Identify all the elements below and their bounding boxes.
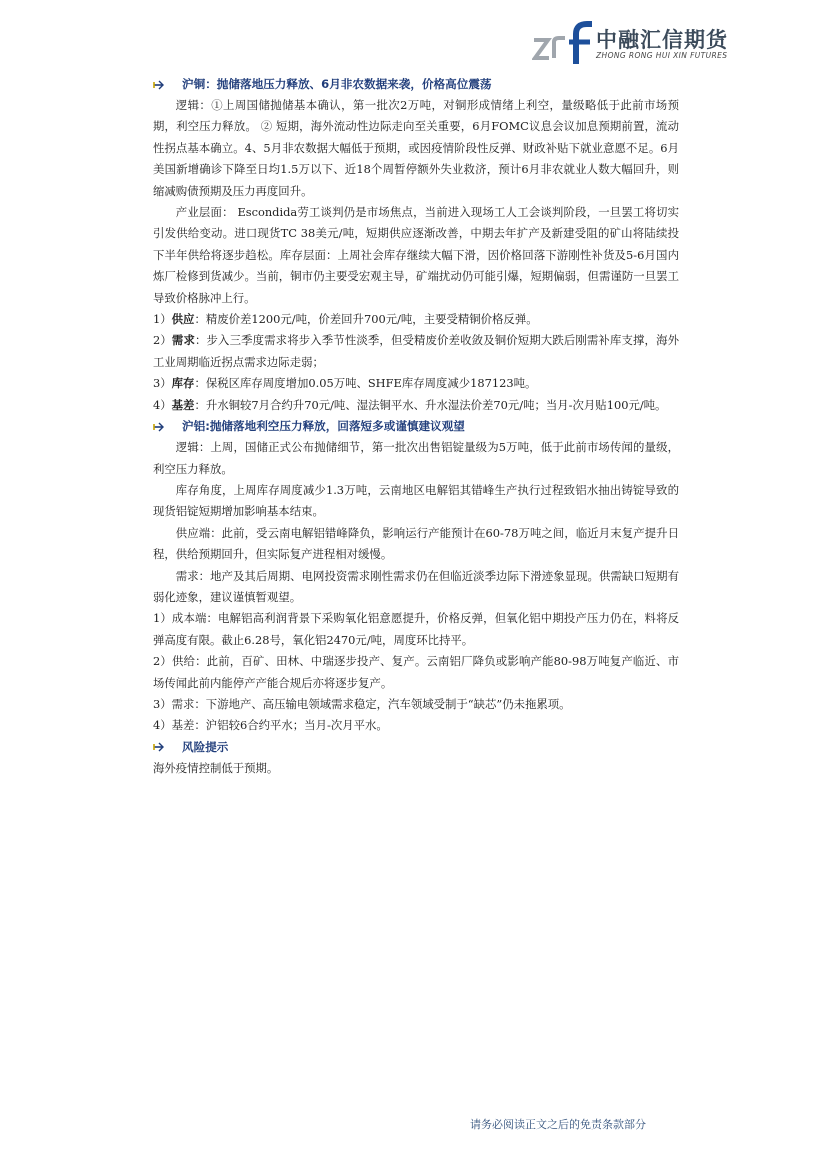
item-text: ：保税区库存周度增加0.05万吨、SHFE库存周度减少187123吨。 <box>194 376 537 391</box>
aluminum-supply-paragraph: 供应端：此前，受云南电解铝错峰降负，影响运行产能预计在60-78万吨之间，临近月末复产提升日程，供给预期回升，但实际复产进程相对缓慢。 <box>153 525 679 562</box>
item-prefix: 2） <box>153 333 172 348</box>
section-heading-risk <box>153 737 679 758</box>
company-logo <box>532 20 728 66</box>
report-body <box>153 74 679 779</box>
aluminum-item-supply: 2）供给：此前，百矿、田林、中瑞逐步投产、复产。云南铝厂降负或影响产能80-98万吨复产临近、市场传闻此前内能停产产能合规后亦将逐步复产。 <box>153 654 679 690</box>
risk-title: 风险提示 <box>182 739 229 754</box>
company-name-cn: 中融汇信期货 <box>596 28 728 52</box>
aluminum-item-cost: 1）成本端：电解铝高利润背景下采购氧化铝意愿提升，价格反弹，但氧化铝中期投产压力仍在，料将反弹高度有限。截止6.28号，氧化铝2470元/吨，周度环比持平。 <box>153 611 679 647</box>
bullet-arrow-icon <box>153 79 165 91</box>
item-keyword: 需求 <box>171 333 195 348</box>
item-keyword: 供应 <box>171 312 195 327</box>
company-name-en: ZHONG RONG HUI XIN FUTURES <box>596 51 728 60</box>
znf-logo-icon <box>532 20 594 66</box>
item-text: ：升水铜较7月合约升70元/吨、湿法铜平水、升水湿法价差70元/吨；当月-次月贴100元/吨。 <box>194 397 667 412</box>
copper-item-basis <box>153 395 679 416</box>
aluminum-title: 沪铝:抛储落地利空压力释放，回落短多或谨慎建议观望 <box>182 418 465 433</box>
item-text: ：步入三季度需求将步入季节性淡季，但受精废价差收敛及铜价短期大跌后刚需补库支撑，海外工业周期临近拐点需求边际走弱； <box>153 333 679 369</box>
item-prefix: 4） <box>153 397 172 412</box>
aluminum-logic-paragraph: 逻辑：上周，国储正式公布抛储细节，第一批次出售铝锭量级为5万吨，低于此前市场传闻的量级，利空压力释放。 <box>153 440 679 476</box>
aluminum-demand-paragraph: 需求：地产及其后周期、电网投资需求刚性需求仍在但临近淡季边际下滑迹象显现。供需缺口短期有弱化迹象，建议谨慎暂观望。 <box>153 568 679 604</box>
aluminum-inventory-paragraph: 库存角度，上周库存周度减少1.3万吨，云南地区电解铝其错峰生产执行过程致铝水抽出铸锭导致的现货铝锭短期增加影响基本结束。 <box>153 482 679 519</box>
copper-industry-paragraph: 产业层面： Escondida劳工谈判仍是市场焦点，当前进入现场工人工会谈判阶段，一旦罢工将切实引发供给变动。进口现货TC 38美元/吨，短期供应逐渐改善，中期去年扩产及新建受阻的矿山将陆续投下半年供给将逐步趋松。库存层面：上周社会库存继续大幅下滑，因价格回落下游刚性补货及5-6月国内炼厂检修到货减少。当前，铜市仍主要受宏观主导，矿端扰动仍可能引爆，短期偏弱，但需谨防一旦罢工导致价格脉冲上行。 <box>153 205 679 305</box>
bullet-arrow-icon <box>153 421 165 433</box>
item-keyword: 基差 <box>171 397 195 412</box>
section-heading-aluminum <box>153 416 679 437</box>
copper-item-inventory <box>153 373 679 394</box>
copper-logic-paragraph: 逻辑：①上周国储抛储基本确认，第一批次2万吨，对铜形成情绪上利空，量级略低于此前市场预期，利空压力释放。 ② 短期，海外流动性边际走向至关重要，6月FOMC议息会议加息预期前置，流动性拐点基本确立。4、5月非农数据大幅低于预期，或因疫情阶段性反弹、财政补贴下就业意愿不足。6月美国新增确诊下降至日均1.5万以下、近18个周暂停额外失业救济，预计6月非农就业人数大幅回升，则缩减购债预期及压力再度回升。 <box>153 98 679 198</box>
section-heading-copper <box>153 74 679 95</box>
copper-item-supply <box>153 309 679 330</box>
item-keyword: 库存 <box>171 376 195 391</box>
item-prefix: 1） <box>153 312 172 327</box>
item-prefix: 3） <box>153 376 172 391</box>
copper-item-demand <box>153 330 679 373</box>
aluminum-item-demand: 3）需求：下游地产、高压输电领域需求稳定，汽车领域受制于“缺芯”仍未拖累项。 <box>153 696 571 711</box>
disclaimer-footer: 请务必阅读正文之后的免责条款部分 <box>470 1118 646 1131</box>
bullet-arrow-icon <box>153 741 165 753</box>
aluminum-item-basis: 4）基差：沪铝较6合约平水；当月-次月平水。 <box>153 718 388 733</box>
copper-title: 沪铜：抛储落地压力释放、6月非农数据来袭，价格高位震荡 <box>182 76 492 91</box>
risk-text: 海外疫情控制低于预期。 <box>153 760 279 775</box>
item-text: ：精废价差1200元/吨，价差回升700元/吨，主要受精铜价格反弹。 <box>194 312 538 327</box>
